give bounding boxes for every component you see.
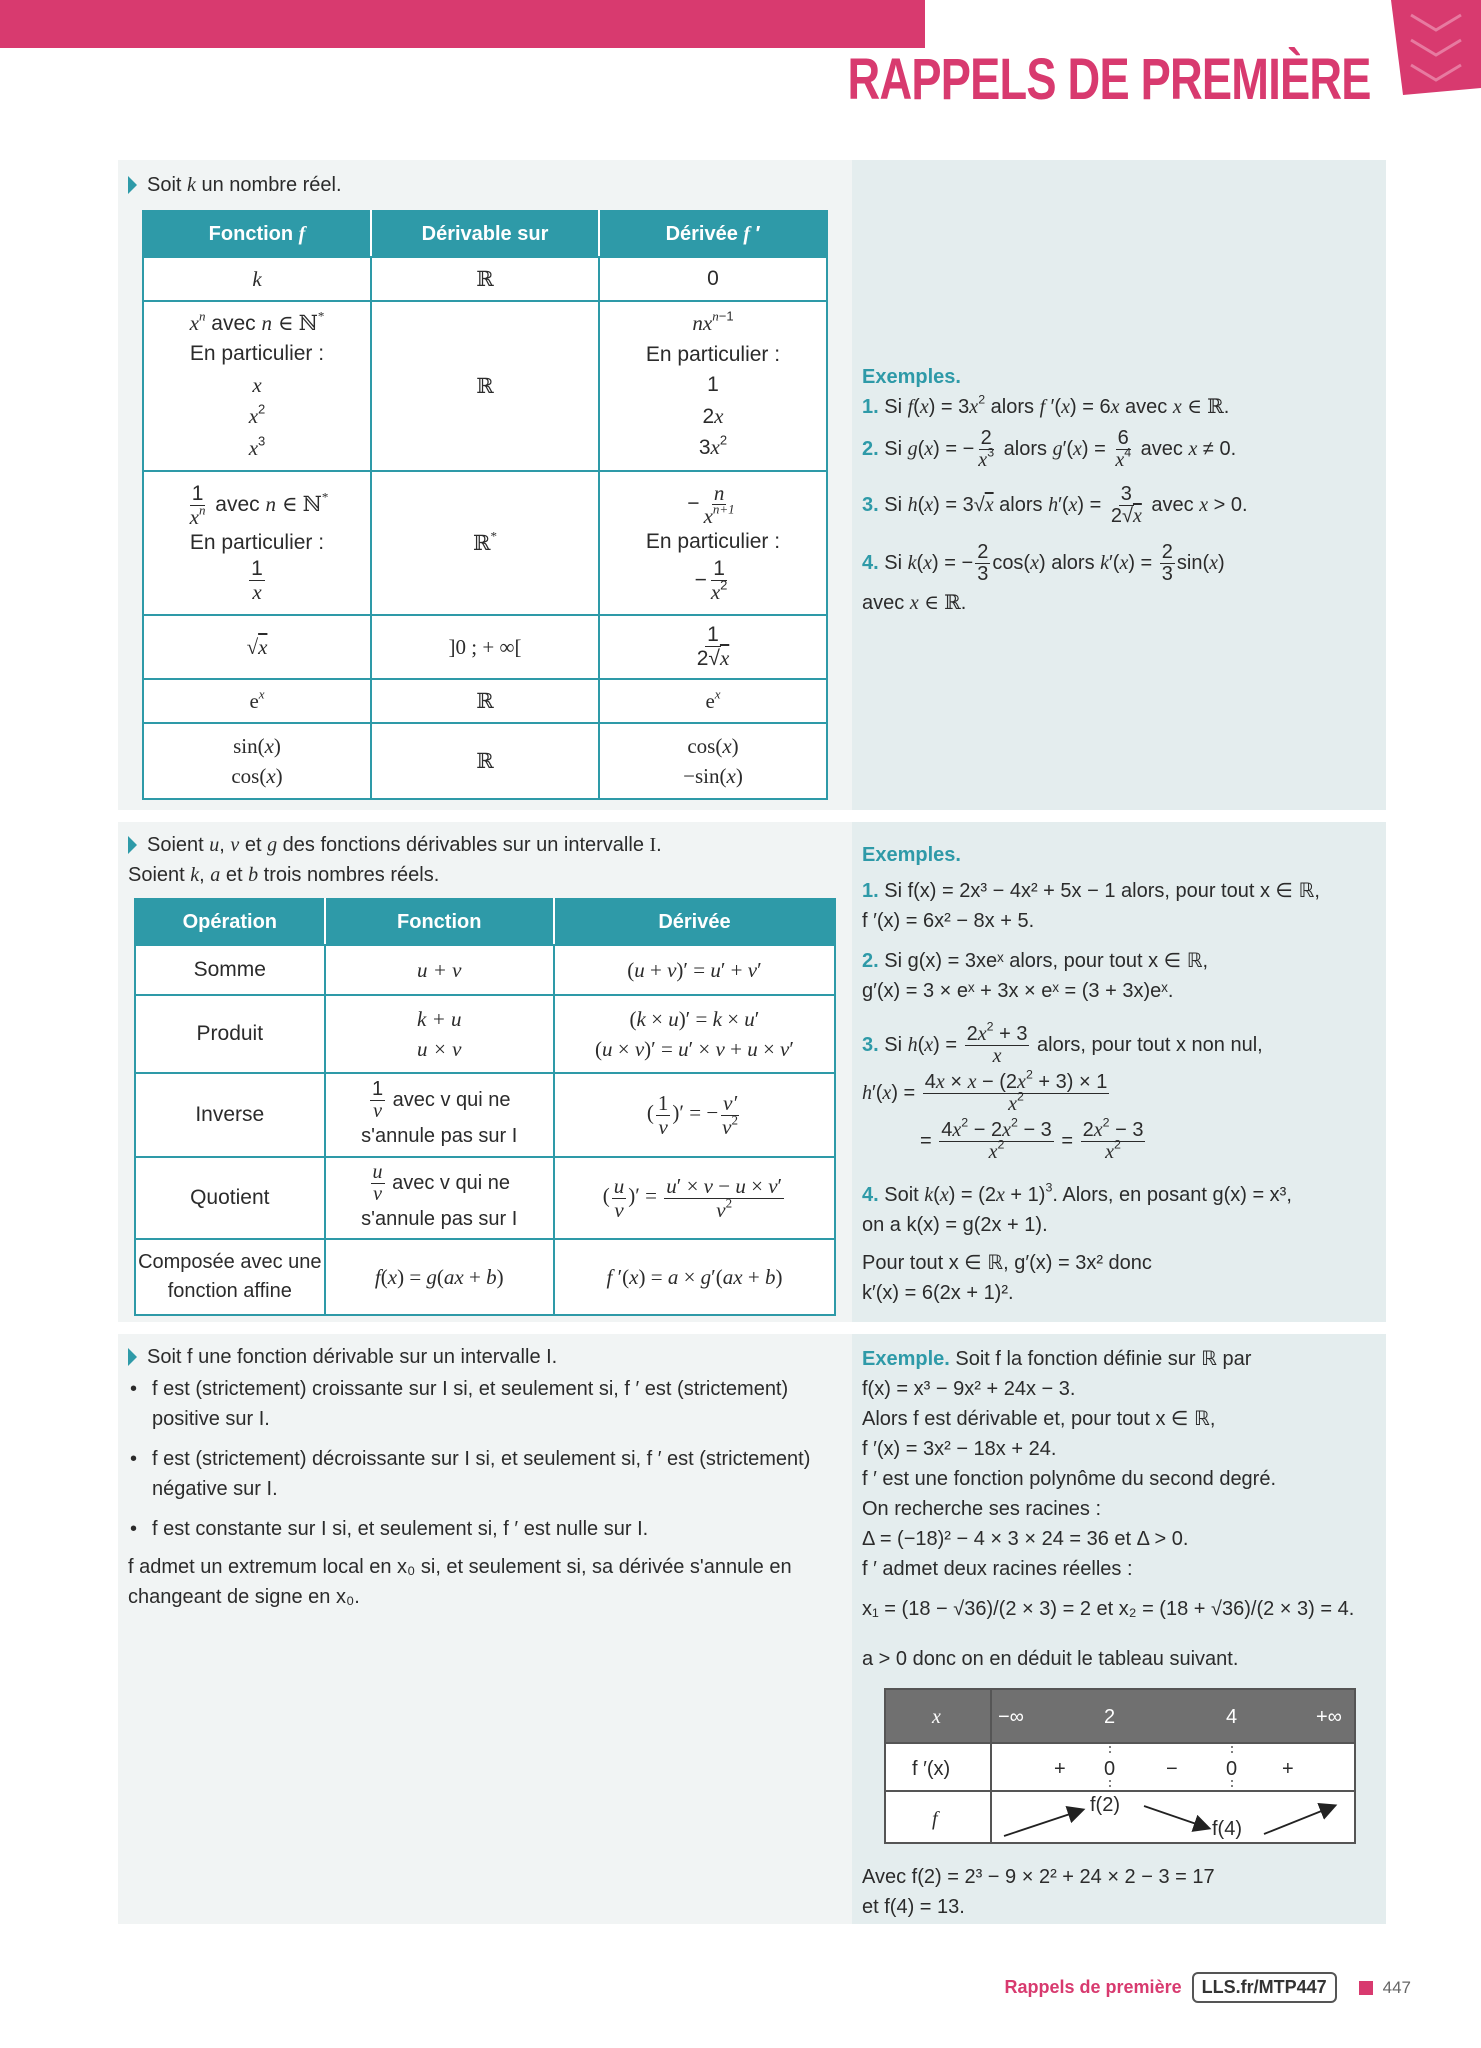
cell-fonction: $\frac{u}{v}$ avec v qui ne s'annule pas sur I (325, 1157, 554, 1239)
table-row (135, 1157, 835, 1239)
section3-intro: Soit f une fonction dérivable sur un intervalle I. (128, 1342, 557, 1372)
table-row (135, 995, 835, 1073)
example-3-line: f ′(x) = 3x² − 18x + 24. (862, 1438, 1057, 1460)
example-1-3: 3. Si h(x) = 3√x alors h′(x) = $\frac{3}{2√x}$ avec x > 0. (862, 483, 1248, 527)
footer-link[interactable]: LLS.fr/MTP447 (1192, 1972, 1337, 2003)
sign: 0 (1104, 1758, 1116, 1780)
cell-fonction: f(x) = g(ax + b) (325, 1239, 554, 1315)
cell-operation: Produit (135, 995, 325, 1073)
example-3-line: f ′ admet deux racines réelles : (862, 1558, 1133, 1580)
sign: + (1282, 1758, 1294, 1780)
sign: + (1054, 1758, 1066, 1780)
list-item: • f est (strictement) décroissante sur I si, et seulement si, f ′ est (strictement) négative sur I. (128, 1444, 848, 1504)
extremum-rule: f admet un extremum local en x₀ si, et seulement si, sa dérivée s'annule en changeant de signe en x₀. (128, 1556, 792, 1608)
example-2-2b: g′(x) = 3 × eˣ + 3x × eˣ = (3 + 3x)eˣ. (862, 980, 1174, 1002)
header-fonction: Fonction (325, 899, 554, 945)
cell-f: sin(x) cos(x) (143, 723, 371, 799)
cell-derivee: ( $\frac{1}{v}$ )′ = − $\frac{v'}{v^2}$ (554, 1073, 835, 1157)
cell-domain: ℝ (371, 301, 599, 471)
example-3-conclusion-2: et f(4) = 13. (862, 1896, 965, 1918)
example-2-4d: k′(x) = 6(2x + 1)². (862, 1282, 1014, 1304)
page-footer (1005, 1972, 1411, 2003)
variation-row-sign (886, 1742, 1354, 1790)
variation-row-x (886, 1690, 1354, 1742)
example-3-conclusion-1: Avec f(2) = 2³ − 9 × 2² + 24 × 2 − 3 = 17 (862, 1866, 1215, 1888)
cell-fonction: k + u u × v (325, 995, 554, 1073)
header-derivee: Dérivée (554, 899, 835, 945)
example-2-4b: on a k(x) = g(2x + 1). (862, 1214, 1048, 1236)
operations-table (134, 898, 836, 1316)
example-3-line: f(x) = x³ − 9x² + 24x − 3. (862, 1378, 1076, 1400)
variation-table (884, 1688, 1356, 1844)
table-row (135, 945, 835, 995)
cell-operation: Composée avec une fonction affine (135, 1239, 325, 1315)
examples-title-1: Exemples. (862, 366, 961, 388)
table-row (143, 679, 827, 723)
cell-deriv: $e^x$ (599, 679, 827, 723)
cell-f: $e^x$ (143, 679, 371, 723)
table-row (143, 723, 827, 799)
variation-separator (990, 1690, 992, 1842)
cell-deriv: 0 (599, 257, 827, 301)
footer-label: Rappels de première (1004, 1977, 1182, 1997)
cell-domain: ℝ (371, 723, 599, 799)
example-2-3: 3. Si h(x) = $\frac{2x^2 + 3}{x}$ alors, pour tout x non nul, (862, 1019, 1263, 1067)
table-row (143, 301, 827, 471)
footer-square-icon (1359, 1981, 1373, 1995)
x-value: 2 (1104, 1706, 1116, 1728)
list-item: • f est (strictement) croissante sur I si, et seulement si, f ′ est (strictement) positive sur I. (128, 1374, 848, 1434)
cell-deriv: − $\frac{n}{x^{n+1}}$ En particulier : − $\frac{1}{x^2}$ (599, 471, 827, 615)
example-2-2: 2. Si g(x) = 3xeˣ alors, pour tout x ∈ ℝ, (862, 950, 1209, 972)
header-operation: Opération (135, 899, 325, 945)
section2-intro-2: Soient k, a et b trois nombres réels. (128, 864, 440, 886)
table-row (143, 257, 827, 301)
table-row (143, 471, 827, 615)
cell-f: $x^n$ avec n ∈ ℕ* En particulier : x $x^2$ $x^3$ (143, 301, 371, 471)
page-title: RAPPELS DE PREMIÈRE (847, 47, 1371, 112)
cell-deriv: $nx^{n-1}$ En particulier : 1 2x $3x^2$ (599, 301, 827, 471)
cell-fonction: $\frac{1}{v}$ avec v qui ne s'annule pas sur I (325, 1073, 554, 1157)
list-item: • f est constante sur I si, et seulement si, f ′ est nulle sur I. (128, 1514, 848, 1544)
example-3-line: Alors f est dérivable et, pour tout x ∈ ℝ, (862, 1408, 1216, 1430)
example-1-4: 4. Si k(x) = − $\frac{2}{3}$ cos(x) alors k′(x) = $\frac{2}{3}$ sin(x) (862, 541, 1225, 585)
examples-title-2: Exemples. (862, 844, 961, 866)
header-derivee: Dérivée f ′ (599, 211, 827, 257)
cell-derivee: (u + v)′ = u′ + v′ (554, 945, 835, 995)
cell-operation: Inverse (135, 1073, 325, 1157)
cell-operation: Somme (135, 945, 325, 995)
cell-f: $\frac{1}{x^n}$ avec n ∈ ℕ* En particulier : $\frac{1}{x}$ (143, 471, 371, 615)
example-1-1: 1. Si $f(x) = 3x^2$ alors f ′(x) = 6x avec x ∈ ℝ. (862, 392, 1230, 418)
f-value-min: f(4) (1212, 1818, 1242, 1840)
x-value: +∞ (1316, 1706, 1342, 1728)
example-3-title-line: Exemple. Soit f la fonction définie sur ℝ par (862, 1348, 1252, 1370)
corner-decoration-icon (1391, 0, 1481, 95)
fprime-label: f ′(x) (912, 1758, 951, 1780)
sign: − (1166, 1758, 1178, 1780)
header-bar (0, 0, 925, 48)
x-label: x (932, 1706, 941, 1728)
bullet-marker-icon (128, 836, 137, 854)
cell-domain: ℝ (371, 679, 599, 723)
example-1-2: 2. Si g(x) = − $\frac{2}{x^3}$ alors g′(x) = $\frac{6}{x^4}$ avec x ≠ 0. (862, 427, 1237, 471)
example-2-1: 1. Si f(x) = 2x³ − 4x² + 5x − 1 alors, pour tout x ∈ ℝ, (862, 880, 1320, 902)
sign: 0 (1226, 1758, 1238, 1780)
bullet-marker-icon (128, 176, 137, 194)
variation-row-f (886, 1790, 1354, 1842)
cell-derivee: ( $\frac{u}{v}$ )′ = $\frac{u' \times v - u \times v'}{v^2}$ (554, 1157, 835, 1239)
section1-intro: Soit k un nombre réel. (128, 170, 342, 200)
header-derivable: Dérivable sur (371, 211, 599, 257)
table-row (135, 1239, 835, 1315)
example-2-4: 4. Soit $k(x) = (2x + 1)^3$. Alors, en posant g(x) = x³, (862, 1180, 1292, 1206)
cell-domain: ]0 ; + ∞[ (371, 615, 599, 679)
page-number: 447 (1382, 1977, 1411, 1997)
cell-domain: ℝ (371, 257, 599, 301)
cell-domain: ℝ* (371, 471, 599, 615)
example-2-3c: = $\frac{4x^2 - 2x^2 - 3}{x^2}$ = $\frac{2x^2 - 3}{x^2}$ (920, 1115, 1144, 1163)
example-2-4c: Pour tout x ∈ ℝ, g′(x) = 3x² donc (862, 1252, 1152, 1274)
section2-intro-1: Soient u, v et g des fonctions dérivables sur un intervalle I. (128, 830, 662, 860)
example-3-line: f ′ est une fonction polynôme du second degré. (862, 1468, 1277, 1490)
example-3-line: a > 0 donc on en déduit le tableau suivant. (862, 1648, 1239, 1670)
table-row (143, 615, 827, 679)
cell-f: √x (143, 615, 371, 679)
example-2-1b: f ′(x) = 6x² − 8x + 5. (862, 910, 1035, 932)
bullet-marker-icon (128, 1348, 137, 1366)
cell-fonction: u + v (325, 945, 554, 995)
cell-operation: Quotient (135, 1157, 325, 1239)
variation-arrows-icon (886, 1792, 1354, 1844)
monotony-list (128, 1374, 848, 1554)
x-value: 4 (1226, 1706, 1238, 1728)
cell-derivee: (k × u)′ = k × u′ (u × v)′ = u′ × v + u × v′ (554, 995, 835, 1073)
example-3-roots: x₁ = (18 − √36)/(2 × 3) = 2 et x₂ = (18 + √36)/(2 × 3) = 4. (862, 1598, 1355, 1620)
example-2-3b: h′(x) = $\frac{4x \times x - (2x^2 + 3) \times 1}{x^2}$ (862, 1067, 1108, 1115)
table-row (135, 1073, 835, 1157)
cell-deriv: cos(x) −sin(x) (599, 723, 827, 799)
cell-derivee: f ′(x) = a × g′(ax + b) (554, 1239, 835, 1315)
cell-f: k (143, 257, 371, 301)
derivatives-table (142, 210, 828, 800)
x-value: −∞ (998, 1706, 1024, 1728)
f-label: f (932, 1808, 938, 1830)
example-3-line: On recherche ses racines : (862, 1498, 1101, 1520)
f-value-max: f(2) (1090, 1794, 1120, 1816)
cell-deriv: $\frac{1}{2√x}$ (599, 615, 827, 679)
zero-dotted-lines (886, 1744, 1354, 1792)
example-3-line: Δ = (−18)² − 4 × 3 × 24 = 36 et Δ > 0. (862, 1528, 1189, 1550)
example-1-4-cont: avec x ∈ ℝ. (862, 592, 967, 614)
header-fonction: Fonction f (143, 211, 371, 257)
